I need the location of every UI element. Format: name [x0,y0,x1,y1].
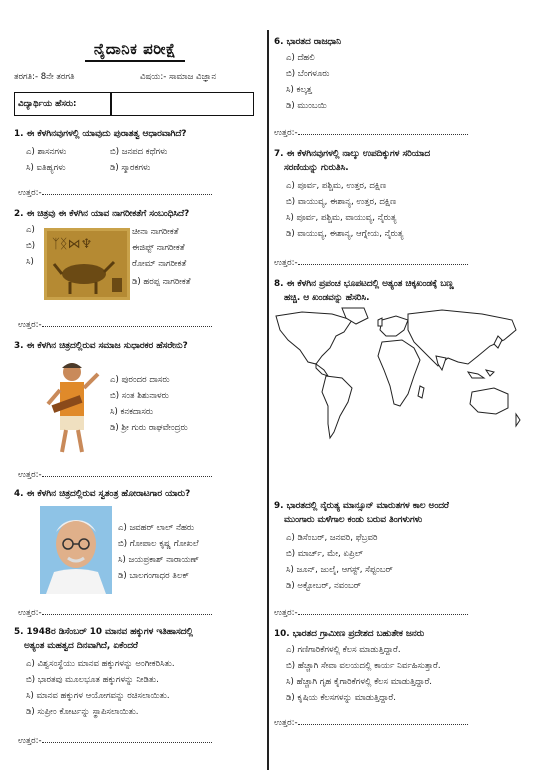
question-9-line-1: 9. ಭಾರತದಲ್ಲಿ ನೈರುತ್ಯ ಮಾನ್ಸೂನ್ ಮಾರುತಗಳ ಕಾಲ ಅಂದರೆ [274,501,449,511]
q5-option-b[interactable]: ಬಿ) ಭಾರತವು ಮೂಲಭೂತ ಹಕ್ಕುಗಳನ್ನು ನೀಡಿತು. [26,675,159,685]
question-6: 6. ಭಾರತದ ರಾಜಧಾನಿ [274,37,342,47]
question-1: 1. ಈ ಕೆಳಗಿನವುಗಳಲ್ಲಿ ಯಾವುದು ಪುರಾತತ್ವ ಆಧಾರವಾಗಿದೆ? [14,129,187,139]
q1-option-c[interactable]: ಸಿ) ಐತಿಹ್ಯಗಳು [26,163,66,173]
q7-option-d[interactable]: ಡಿ) ವಾಯುವ್ಯ, ಈಶಾನ್ಯ, ಆಗ್ನೇಯ, ನೈರುತ್ಯ [286,229,404,239]
q6-option-c[interactable]: ಸಿ) ಕಲ್ಕತ್ತ [286,85,312,95]
q9-answer-line[interactable] [274,606,468,618]
student-name-box[interactable] [14,92,254,116]
freedom-fighter-portrait [40,506,112,594]
q6-option-d[interactable]: ಡಿ) ಮುಂಬಯಿ [286,101,327,111]
q2-option-a[interactable]: ಎ) [26,225,35,235]
subject-label: ವಿಷಯ:- ಸಾಮಾಜ ವಿಜ್ಞಾನ [140,72,217,82]
question-7-line-1: 7. ಈ ಕೆಳಗಿನವುಗಳಲ್ಲಿ ನಾಲ್ಕು ಉಪದಿಕ್ಕುಗಳ ಸರಿಯಾದ [274,149,431,159]
q2-option-c-text[interactable]: ರೋಮ್ ನಾಗರೀಕತೆ [132,259,187,269]
q1-option-a[interactable]: ಎ) ಶಾಸನಗಳು [26,147,67,157]
q2-option-a-text[interactable]: ಚೀನಾ ನಾಗರೀಕತೆ [132,227,179,237]
q2-option-c[interactable]: ಸಿ) [26,257,34,267]
svg-text:ᛉᛝ⋈♆: ᛉᛝ⋈♆ [52,237,93,252]
q4-option-a[interactable]: ಎ) ಜವಹರ್ ಲಾಲ್ ನೆಹರು [118,523,195,533]
answer-label: ಉತ್ತರ:- [274,128,298,138]
q10-option-d[interactable]: ಡಿ) ಕೃಷಿಯ ಕೆಲಸಗಳನ್ನು ಮಾಡುತ್ತಿದ್ದಾರೆ. [286,693,396,703]
q6-option-a[interactable]: ಎ) ದೆಹಲಿ [286,53,315,63]
q3-option-a[interactable]: ಎ) ಪುರಂದರ ದಾಸರು [110,375,170,385]
q2-option-b[interactable]: ಬಿ) [26,241,36,251]
answer-label: ಉತ್ತರ:- [274,718,298,728]
page-title: ನೈದಾನಿಕ ಪರೀಕ್ಷೆ [93,40,177,58]
q9-option-b[interactable]: ಬಿ) ಮಾರ್ಚ್, ಮೇ, ಏಪ್ರಿಲ್ [286,549,364,559]
indus-seal-image [44,228,130,300]
name-box-separator [110,93,112,115]
question-10: 10. ಭಾರತದ ಗ್ರಾಮೀಣ ಪ್ರದೇಶದ ಬಹುತೇಕ ಜನರು [274,629,425,639]
q1-answer-line[interactable] [18,186,212,198]
q6-option-b[interactable]: ಬಿ) ಬೆಂಗಳೂರು [286,69,330,79]
q3-answer-line[interactable] [18,468,212,480]
q2-option-d[interactable]: ಡಿ) ಹರಪ್ಪ ನಾಗರೀಕತೆ [132,277,191,287]
answer-label: ಉತ್ತರ:- [18,736,42,746]
answer-label: ಉತ್ತರ:- [18,188,42,198]
q5-option-c[interactable]: ಸಿ) ಮಾನವ ಹಕ್ಕುಗಳ ಆಯೋಗವನ್ನು ರಚಿಸಲಾಯಿತು. [26,691,170,701]
question-7-line-2: ಸರಣಿಯನ್ನು ಗುರುತಿಸಿ. [284,163,349,173]
q5-option-d[interactable]: ಡಿ) ಸುಪ್ರೀಂ ಕೋರ್ಟನ್ನು ಸ್ಥಾಪಿಸಲಾಯಿತು. [26,707,139,717]
answer-label: ಉತ್ತರ:- [274,258,298,268]
q9-option-a[interactable]: ಎ) ಡಿಸೆಂಬರ್, ಜನವರಿ, ಫೆಬ್ರವರಿ [286,533,378,543]
column-divider [267,30,269,770]
world-map-outline[interactable] [272,306,524,446]
answer-label: ಉತ್ತರ:- [18,320,42,330]
q1-option-d[interactable]: ಡಿ) ಸ್ಮಾರಕಗಳು [110,163,151,173]
q9-option-c[interactable]: ಸಿ) ಜೂನ್, ಜುಲೈ, ಆಗಸ್ಟ್, ಸೆಪ್ಟಂಬರ್ [286,565,393,575]
question-2: 2. ಈ ಚಿತ್ರವು ಈ ಕೆಳಗಿನ ಯಾವ ನಾಗರೀಕತೆಗೆ ಸಂಬಂಧಿಸಿದೆ? [14,209,190,219]
q10-option-b[interactable]: ಬಿ) ಹೆಚ್ಚಾಗಿ ಸೇವಾ ವಲಯದಲ್ಲಿ ಕಾರ್ಯ ನಿರ್ವಹಿಸುತ್ತಾರೆ. [286,661,441,671]
question-4: 4. ಈ ಕೆಳಗಿನ ಚಿತ್ರದಲ್ಲಿರುವ ಸ್ವತಂತ್ರ ಹೋರಾಟಗಾರ ಯಾರು? [14,489,191,499]
q2-option-b-text[interactable]: ಈಜಿಪ್ಟ್ ನಾಗರೀಕತೆ [132,243,185,253]
q7-answer-line[interactable] [274,256,468,268]
saint-illustration [42,358,102,454]
student-name-label: ವಿದ್ಯಾರ್ಥಿಯ ಹೆಸರು: [18,99,77,109]
question-5-line-1: 5. 1948ರ ಡಿಸೆಂಬರ್ 10 ಮಾನವ ಹಕ್ಕುಗಳ ಇತಿಹಾಸದಲ್ಲಿ [14,627,193,637]
question-5-line-2: ಅತ್ಯಂತ ಮಹತ್ವದ ದಿನವಾಗಿದೆ, ಏಕೆಂದರೆ [24,641,138,651]
q3-option-d[interactable]: ಡಿ) ಶ್ರೀ ಗುರು ರಾಘವೇಂದ್ರರು [110,423,188,433]
question-3: 3. ಈ ಕೆಳಗಿನ ಚಿತ್ರದಲ್ಲಿರುವ ಸಮಾಜ ಸುಧಾರಕರ ಹೆಸರೇನು? [14,341,188,351]
q4-answer-line[interactable] [18,606,212,618]
title-underline [85,60,185,62]
q2-answer-line[interactable] [18,318,212,330]
q9-option-d[interactable]: ಡಿ) ಅಕ್ಟೋಬರ್, ನವಂಬರ್ [286,581,361,591]
q3-option-b[interactable]: ಬಿ) ಸಂತ ಶಿಶುನಾಳರು [110,391,169,401]
q10-answer-line[interactable] [274,716,468,728]
answer-label: ಉತ್ತರ:- [18,608,42,618]
q6-answer-line[interactable] [274,126,468,138]
question-8-line-2: ಹಚ್ಚಿ. ಆ ಖಂಡವನ್ನು ಹೆಸರಿಸಿ. [284,293,370,303]
question-8-line-1: 8. ಈ ಕೆಳಗಿನ ಪ್ರಪಂಚ ಭೂಪಟದಲ್ಲಿ ಅತ್ಯಂತ ಚಿಕ್ಕಖಂಡಕ್ಕೆ ಬಣ್ಣ [274,279,454,289]
q10-option-a[interactable]: ಎ) ಗಣಿಗಾರಿಕೆಗಳಲ್ಲಿ ಕೆಲಸ ಮಾಡುತ್ತಿದ್ದಾರೆ. [286,645,401,655]
q7-option-a[interactable]: ಎ) ಪೂರ್ವ, ಪಶ್ಚಿಮ, ಉತ್ತರ, ದಕ್ಷಿಣ [286,181,387,191]
question-9-line-2: ಮುಂಗಾರು ಮಳೆಗಾಲ ಕಂಡು ಬರುವ ತಿಂಗಳುಗಳು [284,515,423,525]
q10-option-c[interactable]: ಸಿ) ಹೆಚ್ಚಾಗಿ ಗೃಹ ಕೈಗಾರಿಕೆಗಳಲ್ಲಿ ಕೆಲಸ ಮಾಡುತ್ತಿದ್ದಾರೆ. [286,677,432,687]
q7-option-c[interactable]: ಸಿ) ಪೂರ್ವ, ಪಶ್ಚಿಮ, ವಾಯುವ್ಯ, ನೈರುತ್ಯ [286,213,397,223]
q4-option-b[interactable]: ಬಿ) ಗೋಪಾಲ ಕೃಷ್ಣ ಗೋಖಲೆ [118,539,199,549]
q5-answer-line[interactable] [18,734,212,746]
q4-option-d[interactable]: ಡಿ) ಬಾಲಗಂಗಾಧರ ತಿಲಕ್ [118,571,189,581]
answer-label: ಉತ್ತರ:- [18,470,42,480]
class-label: ತರಗತಿ:- 8ನೇ ತರಗತಿ [14,72,75,82]
q1-option-b[interactable]: ಬಿ) ಜನಪದ ಕಥೆಗಳು [110,147,168,157]
q4-option-c[interactable]: ಸಿ) ಜಯಪ್ರಕಾಶ್ ನಾರಾಯಣ್ [118,555,200,565]
q5-option-a[interactable]: ಎ) ವಿಶ್ವಸಂಸ್ಥೆಯು ಮಾನವ ಹಕ್ಕುಗಳನ್ನು ಅಂಗೀಕರಿಸಿತು. [26,659,175,669]
q3-option-c[interactable]: ಸಿ) ಕನಕದಾಸರು [110,407,154,417]
q7-option-b[interactable]: ಬಿ) ವಾಯುವ್ಯ, ಈಶಾನ್ಯ, ಉತ್ತರ, ದಕ್ಷಿಣ [286,197,397,207]
answer-label: ಉತ್ತರ:- [274,608,298,618]
